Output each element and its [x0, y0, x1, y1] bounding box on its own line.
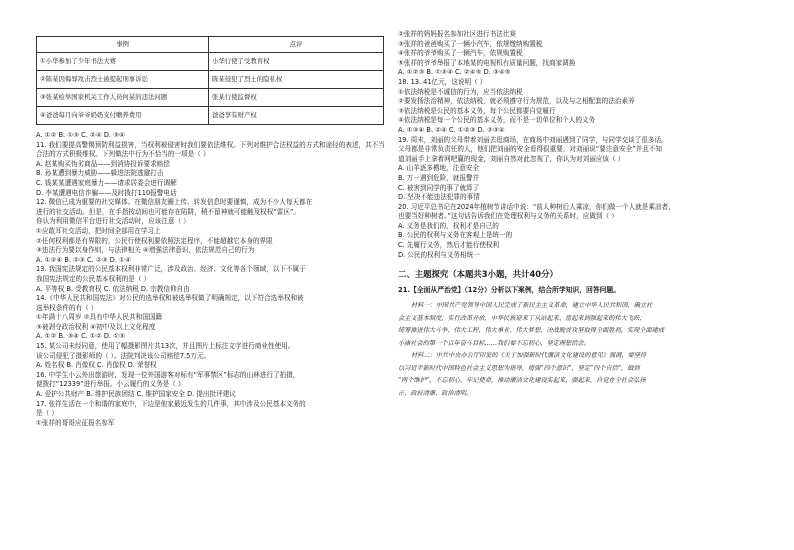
- text-line: 材料二：中共中央办公厅印发的《关于加强新时代廉洁文化建设的意见》强调，要坚持: [411, 352, 647, 360]
- table-row: [37, 71, 384, 89]
- text-line: 18. 13. 41亿元，这说明（ ）: [398, 77, 487, 86]
- text-line: 15. 某公司未经同意，使用了幅摄影图片共13次，并且图片上标注文字进行商业性使用。: [36, 342, 295, 351]
- left-column: [36, 30, 392, 428]
- text-line: B. 孙某遭到暴力威胁——躲进法院逃避打击: [36, 169, 164, 178]
- text-line: C. 被害到同学的事了就算了: [398, 183, 480, 192]
- text-line: A. ①② B. ③④ C. ①② D. ①③: [36, 332, 125, 341]
- text-line: D. 李某遭遇电信诈骗——及时拨打110报警电话: [36, 188, 177, 197]
- text-line: ③被剥夺政治权利 ④初中及以上文化程度: [36, 322, 156, 331]
- material-two: [398, 350, 764, 400]
- text-line: ③违法行为要以身作则，与法律相关 ④增强法律意识，依法规范自己的行为: [36, 246, 255, 255]
- text-line: B. 公民的权利与义务在客观上是统一的: [398, 231, 513, 240]
- table-header-row: [37, 37, 384, 53]
- text-line: ①应敢耳社交活动，把时间全部用在学习上: [36, 226, 161, 235]
- table-row: [37, 107, 384, 125]
- text-line: ⑤张祥的爷爷举报了本地某的电视机有质量问题，找商家调换: [398, 58, 576, 67]
- right-column: [398, 30, 764, 400]
- text-line: 该公司侵犯了摄影师的（ ）。法院判决该公司赔偿7.5万元。: [36, 351, 211, 360]
- text-line: 19. 周末，刘丽的父母带着刘丽去逛商场，在商场中刘丽遇到了同学，与同学交谈了很多话。: [398, 135, 668, 144]
- table-cell: 小华行使了受教育权: [209, 53, 384, 71]
- text-line: 17. 张祥生活在一个和谐的家庭中，下边是他家最近发生的几件事，其中涉及公民基本义务的: [36, 399, 306, 408]
- text-line: 小康社会的第一个百年奋斗目标……我们要不忘初心，坚定理想信念。: [398, 339, 590, 347]
- text-line: 合法的方式积极维权。下列做法中行为不恰当的一项是（ ）: [36, 150, 210, 159]
- text-line: ③张祥的爸爸购买了一辆小汽车，依规缴纳购置税: [398, 39, 543, 48]
- text-line: D. 坚决不能违法犯罪的事情: [398, 193, 480, 202]
- table-cell: ④爸爸每月向爷爷奶奶支付赡养费用: [37, 107, 209, 125]
- text-line: 统筹推进伟大斗争、伟大工程、伟大事业、伟大梦想，决战脱贫攻坚取得全面胜利，实现全面建成: [398, 327, 665, 335]
- text-line: 父母都是非常负责任的人，他们把刘丽的安全看得很重要，对刘丽说“要注意安全”并且不知: [398, 145, 662, 154]
- table-cell: 陈某侵犯了烈士的隐私权: [209, 71, 384, 89]
- text-line: ②任何权利都是有界限的，公民行使权利要依照法定程序，不能超越它本身的界限: [36, 236, 273, 245]
- text-line: A. 姓名权 B. 肖像权 C. 肖像权 D. 荣誉权: [36, 361, 157, 370]
- text-line: ①依法纳税是不诚信的行为，应当依法纳税: [398, 87, 523, 96]
- text-line: A. ①② B. ①③ C. ②④ D. ③④: [36, 131, 125, 139]
- text-line: A. 平等权 B. 受教育权 C. 依法纳税 D. 宗教信仰自由: [36, 284, 190, 293]
- text-line: 进行的社交活动。但是，在手指按动间也可能存在陷阱，稍不留神就可能触及权权“雷区”。: [36, 207, 300, 216]
- text-line: ①张祥的哥哥应征报名参军: [36, 418, 115, 427]
- text-line: ④张祥的爷爷购买了一辆汽车，依规购置税: [398, 49, 523, 58]
- text-line: 道刘丽手上拿着网吧赢的现金，刘丽自然对此忽视了，你认为对刘丽应该（ ）: [398, 154, 625, 163]
- table-header-cell: 点评: [209, 37, 384, 53]
- text-line: “两个维护”，不忘初心，牢记使命，推动廉洁文化建设实起来、强起来，自觉在全社会弘扬: [398, 377, 646, 385]
- table-header-cell: 事例: [37, 37, 209, 53]
- section-title: 二、主题探究（本题共3小题，共计40分）: [398, 269, 558, 280]
- text-line: ①年满十八周岁 ②具有中华人民共和国国籍: [36, 313, 163, 322]
- text-line: 选举权条件的有（ ）: [36, 303, 98, 312]
- material-one: [398, 300, 764, 350]
- text-line: 你认为利用微信平台进行社交活动时，应该注意（ ）: [36, 217, 190, 226]
- text-line: C. 先履行义务，然后才能行使权利: [398, 241, 500, 250]
- text-line: B. 万一遇到危险，就报警并: [398, 173, 480, 182]
- left-question-text: [36, 131, 392, 428]
- text-line: 以习近平新时代中国特色社会主义思想为指导，增强“四个意识”，坚定“四个自信”，做到: [398, 364, 640, 372]
- question-21-heading: 21.【全面从严治党】（12分）分析以下案例，结合所学知识，回答问题。: [398, 286, 621, 295]
- text-line: A. ①②③ B. ①③④ C. ②④⑤ D. ③④⑤: [398, 68, 511, 77]
- text-line: 也要当好种树者。”这句话告诉我们在处理权利与义务的关系时，应做到（ ）: [398, 212, 618, 221]
- table-row: [37, 53, 384, 71]
- text-line: A. 山羊逐多栖地，注意安全: [398, 164, 480, 173]
- table-cell: ①小华参加了少年书法大赛: [37, 53, 209, 71]
- text-line: 16. 中学生小云外出旅游时，发现一位外国游客对标有“军事禁区”标志的山林进行了拍摄，: [36, 370, 300, 379]
- text-line: A. 爱护公共财产 B. 维护民族团结 C. 维护国家安全 D. 提出批评建议: [36, 390, 236, 399]
- case-comment-table: [36, 36, 384, 125]
- text-line: 正、政府清廉、政治清明。: [398, 389, 473, 397]
- table-cell: ②陈某因侮辱攻击烈士被提起刑事诉讼: [37, 71, 209, 89]
- text-line: D. 公民的权利与义务相统一: [398, 250, 480, 259]
- text-line: 会主义基本制度，实行改革开放，中华民族迎来了从站起来、富起来到强起来的伟大飞跃；: [398, 314, 646, 322]
- text-line: ②张祥的妈妈报名参加社区进行书法比赛: [398, 30, 517, 38]
- text-line: ④依法纳税是每一个公民的基本义务，而不是一切单位和个人的义务: [398, 116, 596, 125]
- table-cell: 张某行使监督权: [209, 89, 384, 107]
- table-row: [37, 89, 384, 107]
- table-cell: 爸爸享有财产权: [209, 107, 384, 125]
- text-line: 14.《中华人民共和国宪法》对公民的选举权和被选举权做了明确规定，以下符合选举权和被: [36, 294, 304, 303]
- text-line: A. 赵某购买伪劣商品——到消协投诉要求赔偿: [36, 159, 170, 168]
- text-line: C. 钱某某遭遇家庭暴力——请求居委会进行调解: [36, 178, 177, 187]
- text-line: A. ①③④ B. ②④ C. ①②③ D. ②③④: [398, 125, 505, 134]
- text-line: 20. 习近平总书记在2024年植树节讲话中说：“前人种树后人乘凉，你们做一个人就是乘凉者，: [398, 202, 675, 211]
- text-line: 便拨打“12339”进行举报。小云履行的义务是（ ）: [36, 380, 185, 389]
- text-line: A. ①②④ B. ②③ C. ②③ D. ①④: [36, 255, 131, 264]
- right-question-text: [398, 30, 764, 260]
- text-line: A. 义务是我们的，权利才是自己的: [398, 221, 499, 230]
- text-line: 我国宪法规定的公民基本权利的是（ ）: [36, 274, 151, 283]
- text-line: ②要发扬法治精神，依法纳税，就必须遵守行为规范，以及与之相配套的法治素养: [398, 97, 635, 106]
- text-line: ③依法纳税是公民的基本义务，每个公民都要自觉履行: [398, 106, 556, 115]
- text-line: 13. 我国宪法规定的公民基本权利非常广泛，涉及政治、经济、文化等各个领域，以下不属于: [36, 265, 306, 274]
- text-line: 11. 我们要提高警惕预防利益损害，当权利被侵害时我们要依法维权。下列对维护合法权益的方式和途径的表述，共不当: [36, 140, 385, 149]
- text-line: 是（ ）: [36, 409, 58, 418]
- table-cell: ③张某检举国家机关工作人员何某的违法问题: [37, 89, 209, 107]
- text-line: 材料一：中国共产党领导中国人民完成了新民主主义革命，建立中华人民共和国，确立社: [411, 302, 653, 310]
- text-line: 12. 微信已成为重要的社交媒体。在微信朋友圈上传、转发信息时要谨慎，成为不少人每天都在: [36, 198, 313, 207]
